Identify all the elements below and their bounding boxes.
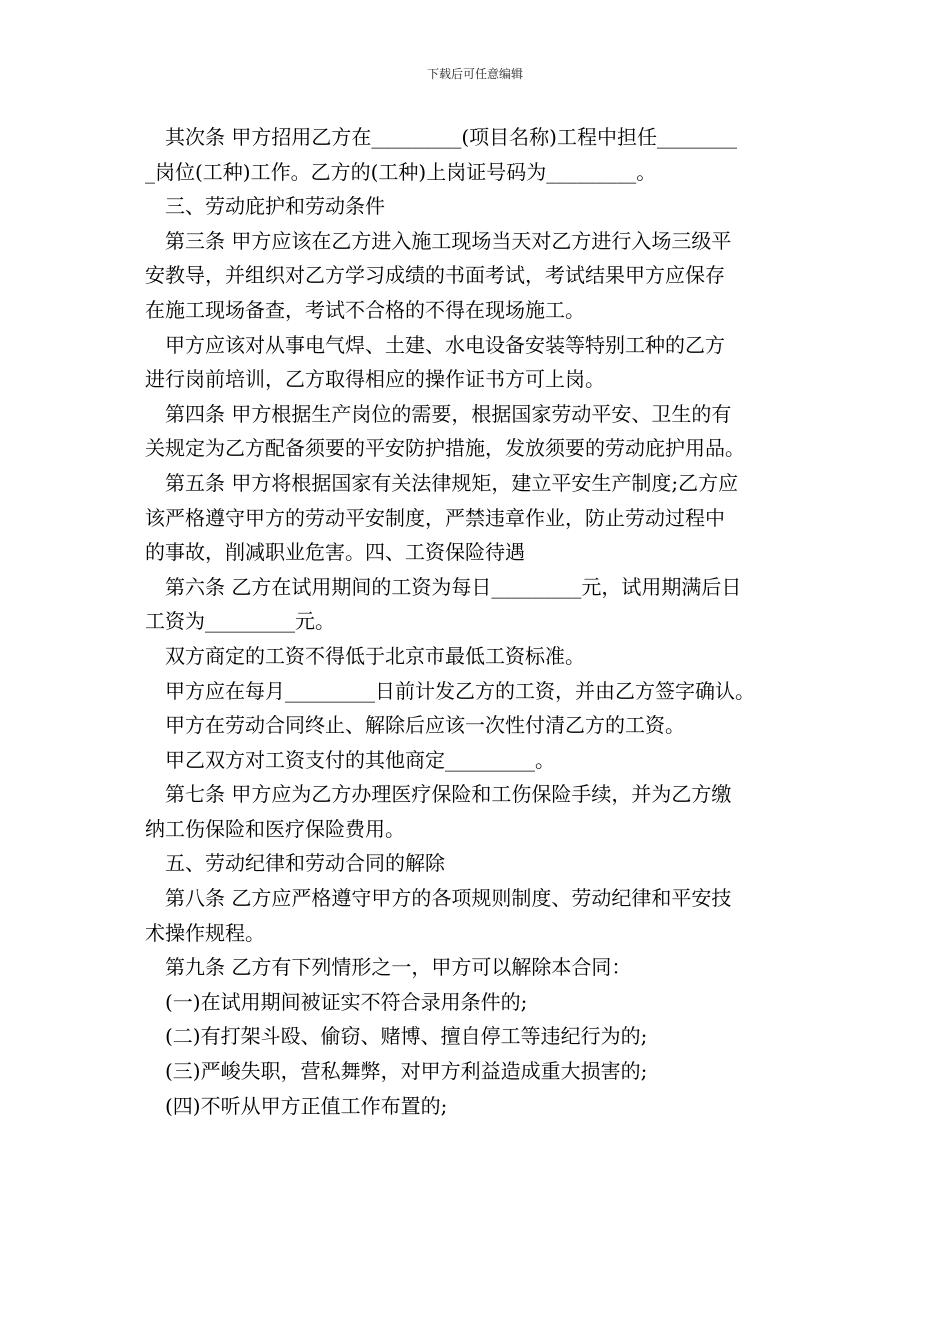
- text-line: 第八条 乙方应严格遵守甲方的各项规则制度、劳动纪律和平安技: [165, 886, 732, 911]
- text-line: 第九条 乙方有下列情形之一，甲方可以解除本合同：: [165, 955, 632, 980]
- text-line: 其次条 甲方招用乙方在_________(项目名称)工程中担任________: [165, 125, 737, 149]
- document-body: [145, 120, 810, 1123]
- text-line: (一)在试用期间被证实不符合录用条件的;: [165, 989, 528, 1014]
- text-line: 进行岗前培训，乙方取得相应的操作证书方可上岗。: [145, 367, 605, 392]
- text-line: 安教导，并组织对乙方学习成绩的书面考试，考试结果甲方应保存: [145, 263, 725, 288]
- text-line: 在施工现场备查，考试不合格的不得在现场施工。: [145, 297, 585, 322]
- text-line: 第六条 乙方在试用期间的工资为每日_________元，试用期满后日: [165, 574, 742, 599]
- text-line: 双方商定的工资不得低于北京市最低工资标准。: [165, 643, 585, 668]
- text-line: 三、劳动庇护和劳动条件: [165, 194, 385, 219]
- text-line: 第七条 甲方应为乙方办理医疗保险和工伤保险手续，并为乙方缴: [165, 782, 732, 807]
- text-line: 纳工伤保险和医疗保险费用。: [145, 816, 405, 841]
- text-line: 甲方应该对从事电气焊、土建、水电设备安装等特别工种的乙方: [165, 332, 725, 357]
- text-line: 的事故，削减职业危害。四、工资保险待遇: [145, 540, 525, 565]
- text-line: 甲方应在每月_________日前计发乙方的工资，并由乙方签字确认。: [165, 678, 755, 703]
- text-line: 术操作规程。: [145, 920, 265, 945]
- text-line: _岗位(工种)工作。乙方的(工种)上岗证号码为_________。: [145, 159, 657, 184]
- page-header: 下载后可任意编辑: [426, 67, 523, 81]
- text-line: 第五条 甲方将根据国家有关法律规矩，建立平安生产制度;乙方应: [165, 470, 739, 495]
- text-line: (三)严峻失职，营私舞弊，对甲方利益造成重大损害的;: [165, 1059, 648, 1084]
- text-line: 关规定为乙方配备须要的平安防护措施，发放须要的劳动庇护用品。: [145, 436, 745, 461]
- text-line: (四)不听从甲方正值工作布置的;: [165, 1093, 448, 1118]
- text-line: 甲乙双方对工资支付的其他商定_________。: [165, 747, 555, 772]
- text-line: 甲方在劳动合同终止、解除后应该一次性付清乙方的工资。: [165, 713, 685, 738]
- text-line: 五、劳动纪律和劳动合同的解除: [165, 851, 445, 876]
- text-line: 第四条 甲方根据生产岗位的需要，根据国家劳动平安、卫生的有: [165, 401, 732, 426]
- text-line: (二)有打架斗殴、偷窃、赌博、擅自停工等违纪行为的;: [165, 1024, 648, 1049]
- text-line: 该严格遵守甲方的劳动平安制度，严禁违章作业，防止劳动过程中: [145, 505, 725, 530]
- text-line: 第三条 甲方应该在乙方进入施工现场当天对乙方进行入场三级平: [165, 228, 732, 253]
- text-line: 工资为_________元。: [145, 609, 335, 634]
